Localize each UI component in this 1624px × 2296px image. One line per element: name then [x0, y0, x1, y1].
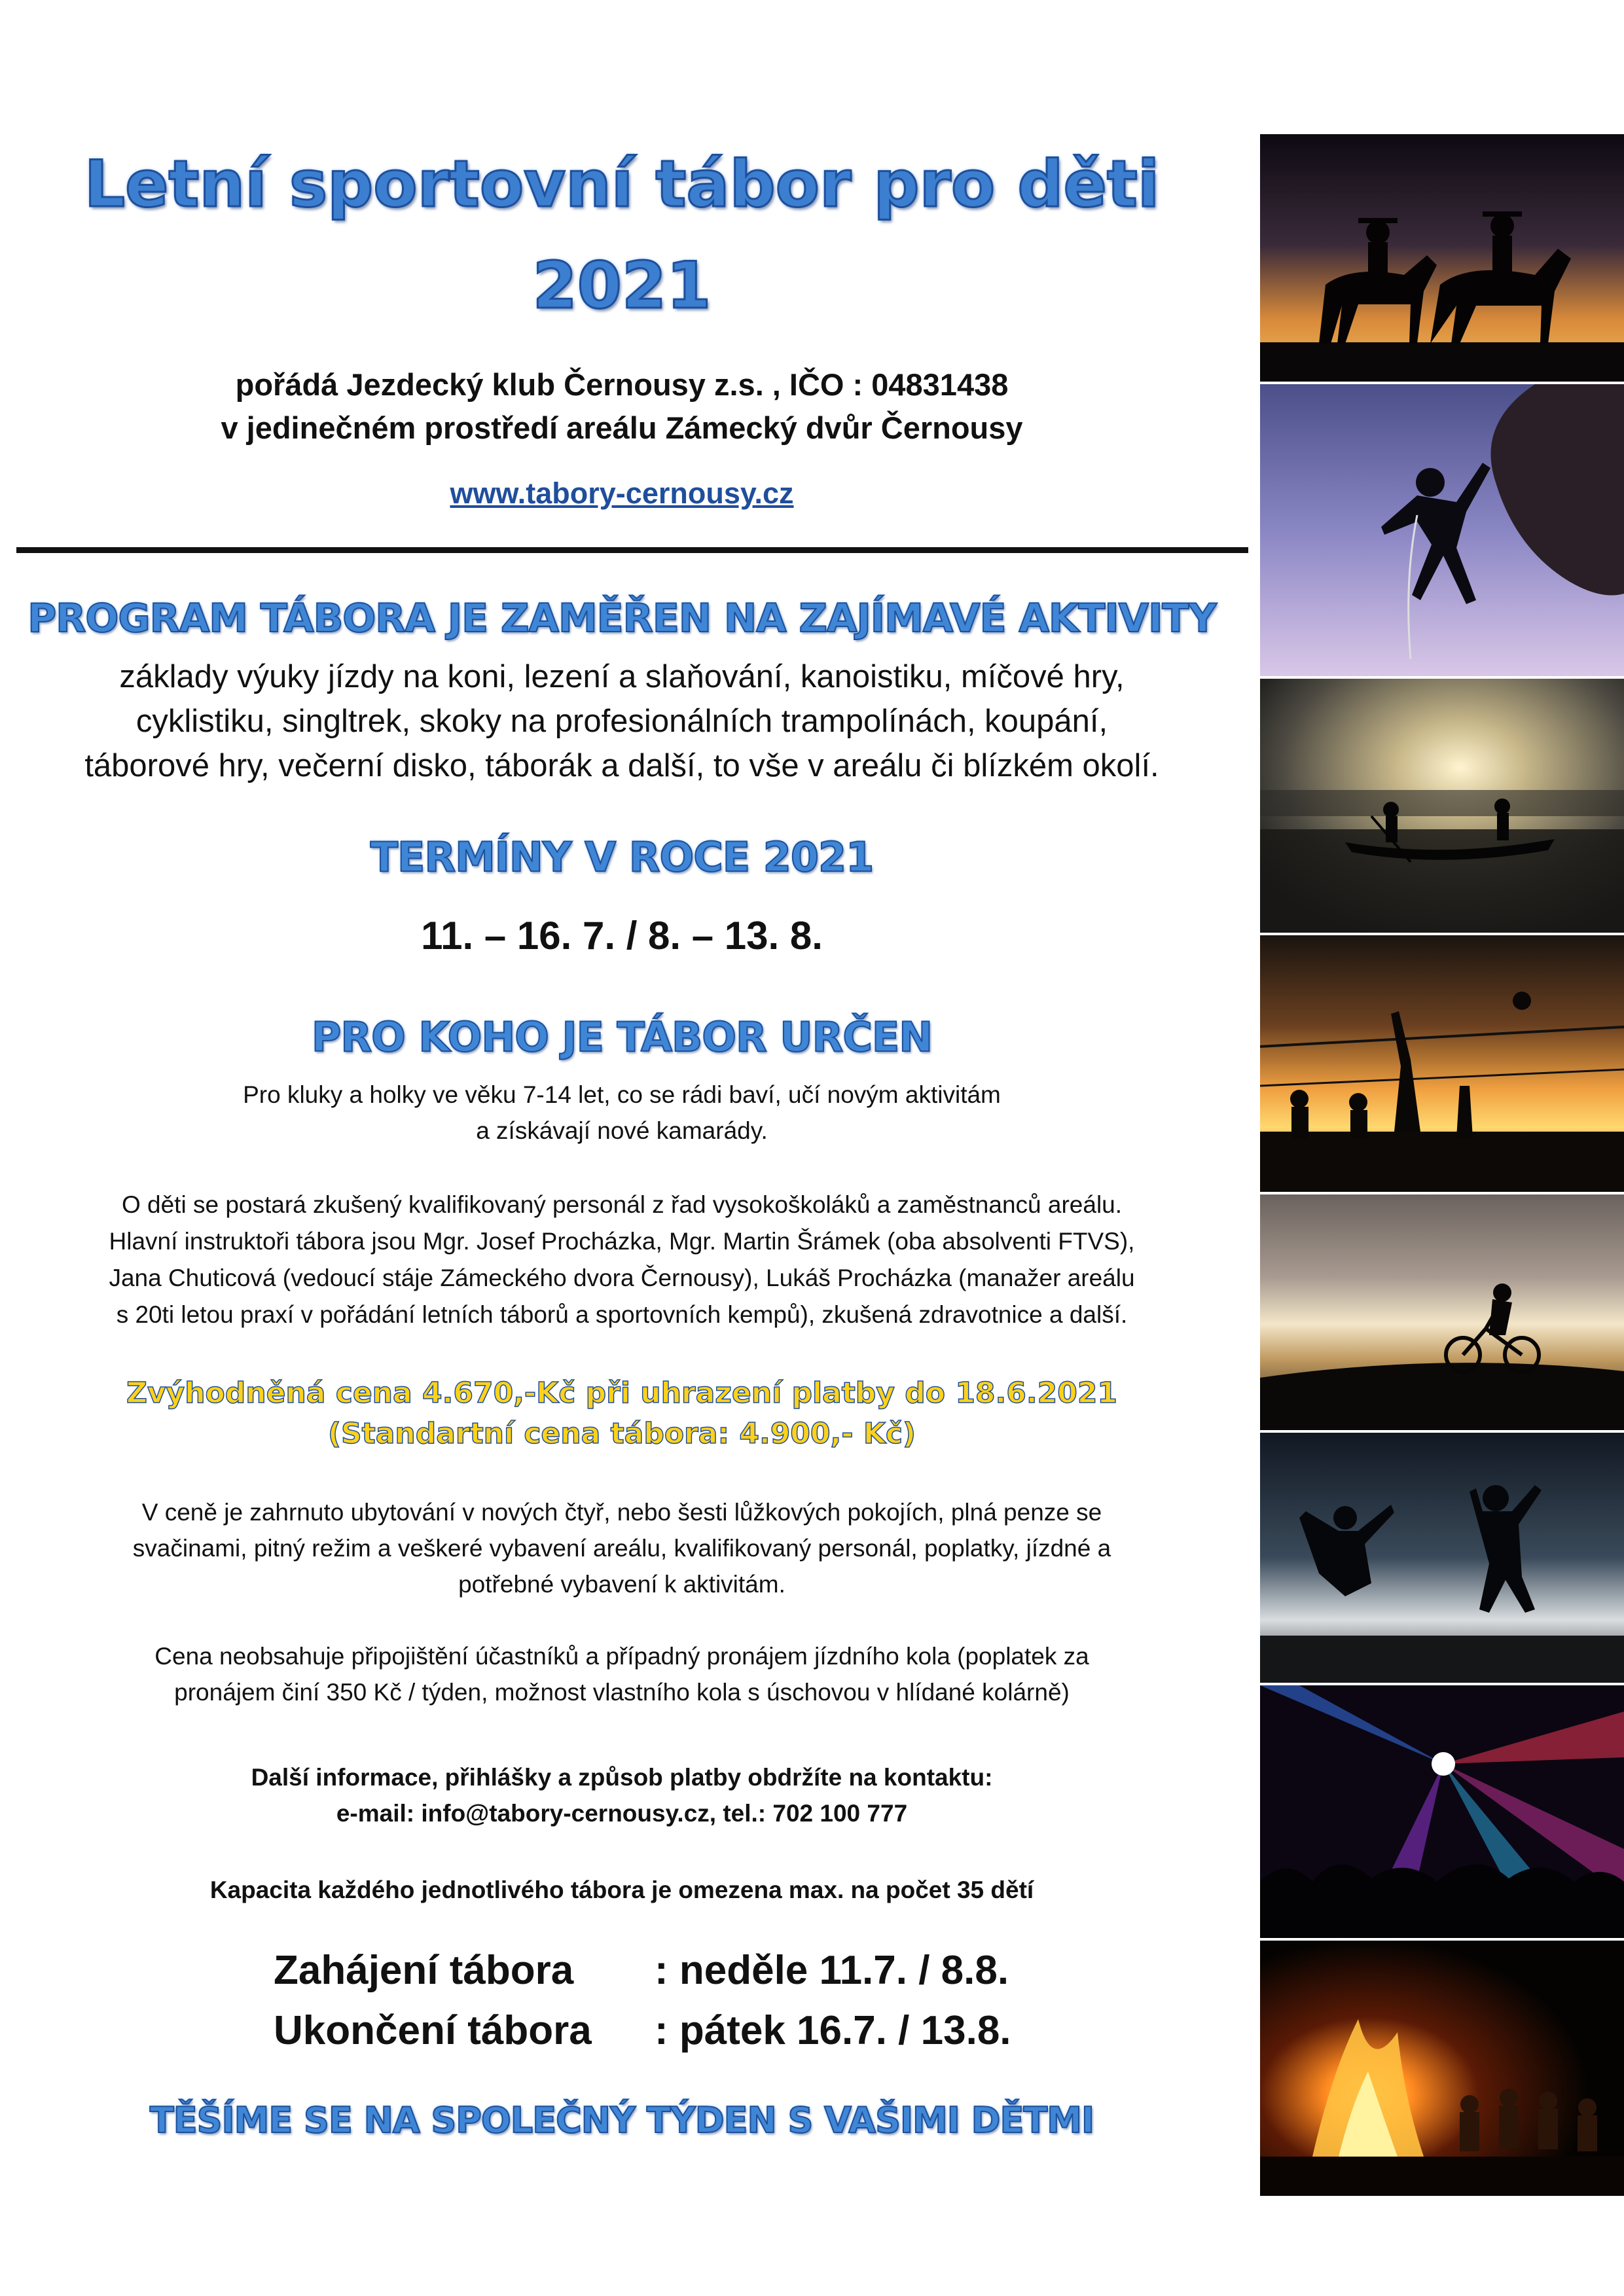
contact-details[interactable]: e-mail: info@tabory-cernousy.cz, tel.: 702 100 777 — [336, 1800, 908, 1827]
organizer-line: pořádá Jezdecký klub Černousy z.s. , IČO : 04831438 — [235, 367, 1009, 402]
website-link[interactable]: www.tabory-cernousy.cz — [450, 476, 794, 510]
staff-text: O děti se postará zkušený kvalifikovaný personál z řad vysokoškoláků a zaměstnanců areálu. Hlavní instruktoři tábora jsou Mgr. Josef Procházka, Mgr. Martin Šrámek (oba absolventi FTVS), Jana Chuticová (vedoucí stáje Zámeckého dvora Černousy), Lukáš Procházka (manažer areálu s 20ti letou praxí v pořádání letních táborů a sportovních kempů), zkušená zdravotnice a další. — [109, 1191, 1135, 1328]
start-label: Zahájení tábora — [274, 1948, 574, 1993]
rock-climber-photo — [1260, 384, 1624, 676]
included-text: V ceně je zahrnuto ubytování v nových čtyř, nebo šesti lůžkových pokojích, plná penze se svačinami, pitný režim a veškeré vybavení areálu, kvalifikovaný personál, poplatky, jízdné a potřebné vybavení k aktivitám. — [132, 1499, 1111, 1598]
contact-block: Další informace, přihlášky a způsob platby obdržíte na kontaktu: e-mail: info@tabory-cernousy.cz, tel.: 702 100 777 — [0, 1759, 1244, 1831]
disco-lights-photo — [1260, 1685, 1624, 1938]
audience-text: Pro kluky a holky ve věku 7-14 let, co se rádi baví, učí novým aktivitám a získávají nové kamarády. — [243, 1081, 1001, 1144]
program-heading: PROGRAM TÁBORA JE ZAMĚŘEN NA ZAJÍMAVÉ AKTIVITY — [27, 596, 1216, 641]
cyclist-sunset-photo — [1260, 1194, 1624, 1430]
audience-heading: PRO KOHO JE TÁBOR URČEN — [311, 1013, 933, 1061]
price-block — [0, 1373, 1244, 1454]
campfire-photo — [1260, 1941, 1624, 2196]
end-value: : pátek 16.7. / 13.8. — [655, 2008, 1011, 2053]
end-label: Ukončení tábora — [274, 2008, 592, 2053]
terms-dates: 11. – 16. 7. / 8. – 13. 8. — [421, 914, 823, 958]
volleyball-sunset-photo — [1260, 935, 1624, 1192]
page-title: Letní sportovní tábor pro děti 2021 — [84, 147, 1160, 323]
program-text: základy výuky jízdy na koni, lezení a slaňování, kanoistiku, míčové hry, cyklistiku, singltrek, skoky na profesionálních trampolínách, koupání, táborové hry, večerní disko, táborák a další, to vše v areálu či blízkém okolí. — [84, 659, 1159, 783]
horse-riders-silhouette-photo — [1260, 134, 1624, 382]
capacity-text: Kapacita každého jednotlivého tábora je omezena max. na počet 35 dětí — [209, 1876, 1034, 1903]
organizer-info — [0, 363, 1244, 450]
standard-price: (Standartní cena tábora: 4.900,- Kč) — [327, 1417, 916, 1450]
divider — [16, 547, 1248, 553]
terms-heading: TERMÍNY V ROCE 2021 — [370, 833, 874, 881]
website-wrap — [0, 476, 1244, 511]
venue-line: v jedinečném prostředí areálu Zámecký dvůr Černousy — [221, 410, 1023, 445]
closing-text: TĚŠÍME SE NA SPOLEČNÝ TÝDEN S VAŠIMI DĚTMI — [149, 2100, 1094, 2141]
discount-price: Zvýhodněná cena 4.670,-Kč při uhrazení platby do 18.6.2021 — [126, 1376, 1118, 1410]
trampoline-jump-photo — [1260, 1433, 1624, 1683]
canoe-sunset-photo — [1260, 679, 1624, 933]
excluded-text: Cena neobsahuje připojištění účastníků a případný pronájem jízdního kola (poplatek za pronájem činí 350 Kč / týden, možnost vlastního kola s úschovou v hlídané kolárně) — [154, 1643, 1089, 1706]
start-value: : neděle 11.7. / 8.8. — [655, 1948, 1009, 1993]
photo-strip — [1260, 134, 1624, 2196]
